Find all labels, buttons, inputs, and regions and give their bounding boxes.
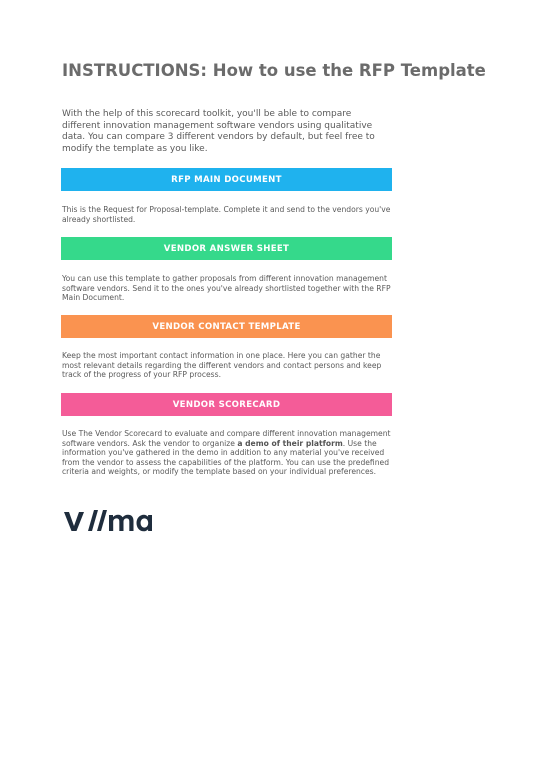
rfp-main-document-banner: RFP MAIN DOCUMENT bbox=[61, 168, 392, 191]
vendor-answer-sheet-banner: VENDOR ANSWER SHEET bbox=[61, 237, 392, 260]
intro-paragraph: With the help of this scorecard toolkit, you'll be able to compare different innovation management software vendors using qualitative data. You can compare 3 different vendors by default, but feel free to modify the template as you like. bbox=[62, 109, 375, 154]
vendor-contact-template-banner: VENDOR CONTACT TEMPLATE bbox=[61, 315, 392, 338]
vendor-contact-template-description: Keep the most important contact information in one place. Here you can gather the most relevant details regarding the different vendors and contact persons and keep track of the progress of your RFP process. bbox=[62, 351, 382, 380]
scorecard-text-bold: a demo of their platform bbox=[237, 438, 343, 448]
scorecard-text-end: . Use the information you've gathered in the demo in addition to any material you've received from the vendor to assess the capabilities of the platform. You can use the predefined criteria and weights, or modify the template based on your individual preferences. bbox=[62, 438, 390, 477]
scorecard-text-start: Use The Vendor Scorecard to evaluate and compare different innovation management software vendors. Ask the vendor to organize bbox=[62, 429, 391, 448]
page-title: INSTRUCTIONS: How to use the RFP Template bbox=[62, 61, 486, 80]
viima-logo bbox=[62, 505, 154, 533]
rfp-main-document-description: This is the Request for Proposal-template. Complete it and send to the vendors you've already shortlisted. bbox=[62, 205, 391, 224]
vendor-answer-sheet-description: You can use this template to gather proposals from different innovation management software vendors. Send it to the ones you've already shortlisted together with the RFP Main Document. bbox=[62, 274, 391, 303]
vendor-scorecard-description bbox=[62, 429, 392, 477]
vendor-scorecard-banner: VENDOR SCORECARD bbox=[61, 393, 392, 416]
